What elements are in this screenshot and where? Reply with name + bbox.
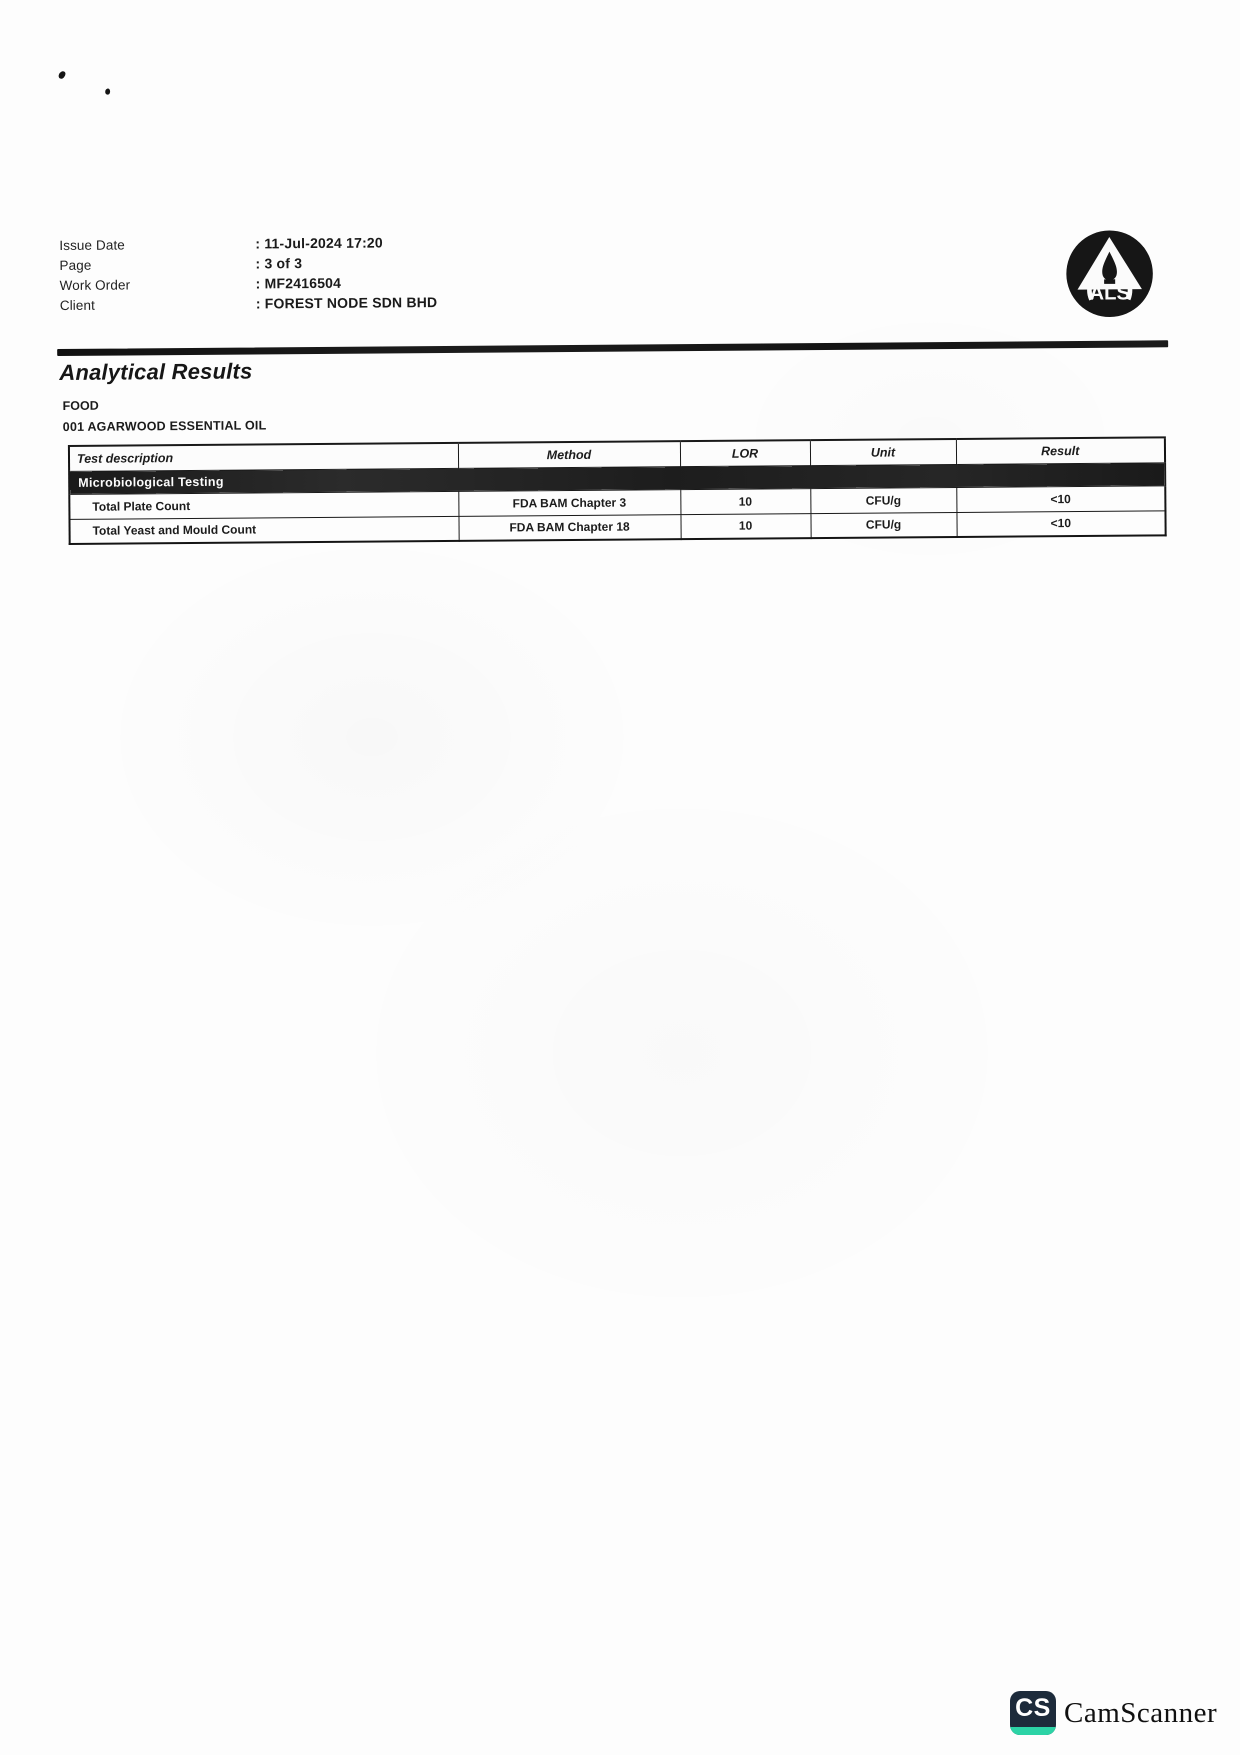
- camscanner-label: CamScanner: [1064, 1696, 1218, 1729]
- column-result: Result: [956, 437, 1165, 464]
- camscanner-icon: [1010, 1691, 1056, 1735]
- work-order-label: Work Order: [59, 276, 131, 293]
- section-title: Analytical Results: [59, 358, 253, 386]
- ink-speck: [105, 88, 111, 95]
- als-logo-text: ALS: [1089, 282, 1131, 305]
- unit-cell: CFU/g: [810, 512, 956, 538]
- sample-category: FOOD: [62, 398, 99, 413]
- client-row: [60, 290, 660, 315]
- als-lab-logo: [1063, 227, 1156, 320]
- unit-cell: CFU/g: [810, 487, 956, 513]
- client-value: : FOREST NODE SDN BHD: [255, 294, 438, 312]
- report-header-fields: [59, 230, 660, 315]
- test-description-cell: Total Plate Count: [69, 491, 458, 519]
- sample-description: 001 AGARWOOD ESSENTIAL OIL: [62, 418, 267, 434]
- page-label: Page: [59, 257, 92, 273]
- column-method: Method: [458, 441, 680, 468]
- work-order-value: : MF2416504: [255, 274, 342, 292]
- result-cell: <10: [956, 485, 1165, 512]
- column-lor: LOR: [680, 440, 810, 466]
- test-description-cell: Total Yeast and Mould Count: [69, 516, 458, 544]
- lor-cell: 10: [680, 513, 810, 539]
- camscanner-watermark: [1010, 1691, 1217, 1735]
- issue-date-value: : 11-Jul-2024 17:20: [255, 234, 383, 252]
- client-label: Client: [59, 297, 95, 313]
- column-test-description: Test description: [69, 443, 458, 471]
- method-cell: FDA BAM Chapter 18: [458, 514, 680, 541]
- lor-cell: 10: [680, 488, 810, 514]
- analytical-results-table: [68, 436, 1167, 545]
- method-cell: FDA BAM Chapter 3: [458, 489, 680, 516]
- ink-speck: [58, 70, 67, 80]
- header-divider-rule: [57, 340, 1168, 356]
- camscanner-icon-initials: CS: [1015, 1694, 1051, 1722]
- column-unit: Unit: [810, 439, 956, 465]
- result-cell: <10: [956, 510, 1165, 537]
- page-value: : 3 of 3: [255, 255, 303, 272]
- camscanner-icon-strip: [1010, 1727, 1056, 1735]
- issue-date-label: Issue Date: [59, 236, 125, 253]
- group-header-label: Microbiological Testing: [69, 462, 1165, 494]
